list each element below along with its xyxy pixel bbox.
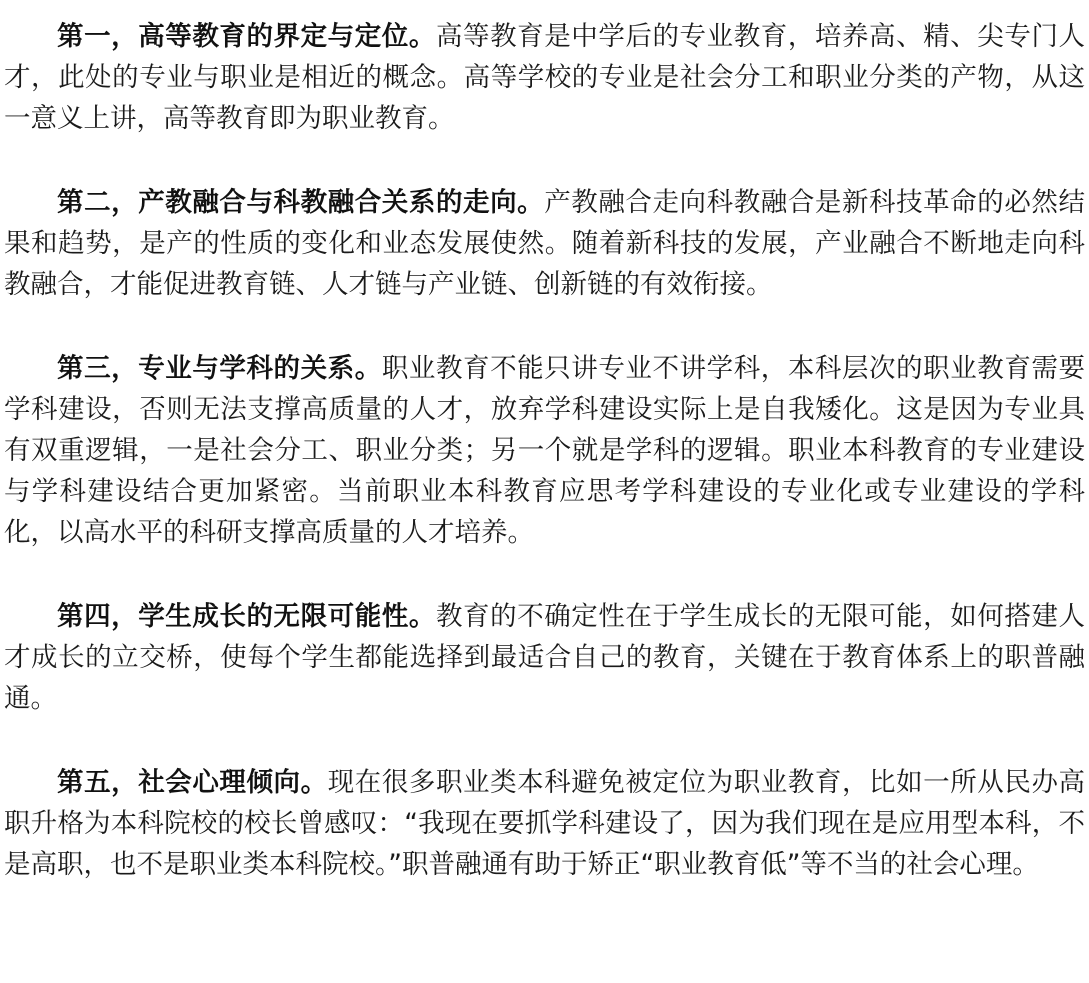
paragraph-3 bbox=[4, 348, 1085, 553]
paragraph-2 bbox=[4, 182, 1085, 305]
paragraph-1-body: 高等教育是中学后的专业教育，培养高、精、尖专门人才，此处的专业与职业是相近的概念。高等学校的专业是社会分工和职业分类的产物，从这一意义上讲，高等教育即为职业教育。 bbox=[4, 21, 1086, 134]
paragraph-4 bbox=[4, 596, 1085, 719]
paragraph-3-lead: 第三，专业与学科的关系。 bbox=[57, 353, 382, 384]
paragraph-5-body: 现在很多职业类本科避免被定位为职业教育，比如一所从民办高职升格为本科院校的校长曾感叹：“我现在要抓学科建设了，因为我们现在是应用型本科，不是高职，也不是职业类本科院校。”职普融通有助于矫正“职业教育低”等不当的社会心理。 bbox=[4, 767, 1086, 880]
paragraph-5 bbox=[4, 762, 1085, 885]
paragraph-1 bbox=[4, 16, 1085, 139]
paragraph-3-body: 职业教育不能只讲专业不讲学科，本科层次的职业教育需要学科建设，否则无法支撑高质量的人才，放弃学科建设实际上是自我矮化。这是因为专业具有双重逻辑，一是社会分工、职业分类；另一个就是学科的逻辑。职业本科教育的专业建设与学科建设结合更加紧密。当前职业本科教育应思考学科建设的专业化或专业建设的学科化，以高水平的科研支撑高质量的人才培养。 bbox=[4, 353, 1086, 548]
paragraph-2-lead: 第二，产教融合与科教融合关系的走向。 bbox=[57, 187, 545, 218]
paragraph-4-lead: 第四，学生成长的无限可能性。 bbox=[57, 601, 436, 632]
paragraph-4-body: 教育的不确定性在于学生成长的无限可能，如何搭建人才成长的立交桥，使每个学生都能选择到最适合自己的教育，关键在于教育体系上的职普融通。 bbox=[4, 601, 1086, 714]
paragraph-1-lead: 第一，高等教育的界定与定位。 bbox=[57, 21, 436, 52]
paragraph-2-body: 产教融合走向科教融合是新科技革命的必然结果和趋势，是产的性质的变化和业态发展使然。随着新科技的发展，产业融合不断地走向科教融合，才能促进教育链、人才链与产业链、创新链的有效衔接。 bbox=[4, 187, 1086, 300]
paragraph-5-lead: 第五，社会心理倾向。 bbox=[57, 767, 328, 798]
